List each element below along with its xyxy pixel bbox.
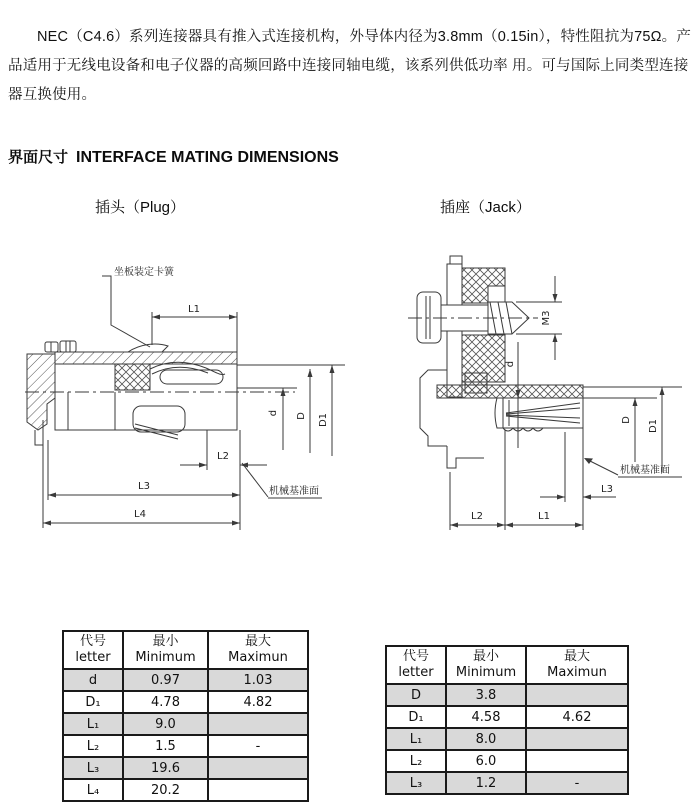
cell-min: 0.97 — [123, 669, 208, 691]
header-letter: 代号 letter — [386, 646, 446, 684]
jack-dim-D1: D1 — [648, 418, 659, 434]
jack-dim-M3: M3 — [541, 310, 552, 326]
cell-max — [208, 779, 308, 801]
cell-min: 4.58 — [446, 706, 526, 728]
cell-max — [208, 757, 308, 779]
plug-dim-D: D — [296, 412, 307, 420]
cell-max — [526, 750, 628, 772]
jack-dim-L3: L3 — [601, 484, 613, 495]
header-maximum: 最大 Maximun — [208, 631, 308, 669]
cell-letter: L₃ — [386, 772, 446, 794]
plug-datum-label: 机械基准面 — [269, 486, 319, 497]
cell-max — [208, 713, 308, 735]
jack-dimensions-table — [385, 645, 629, 795]
cell-letter: L₂ — [386, 750, 446, 772]
jack-technical-drawing — [400, 230, 700, 542]
header-maximum: 最大 Maximun — [526, 646, 628, 684]
cell-letter: L₃ — [63, 757, 123, 779]
table-row — [386, 728, 628, 750]
table-row — [386, 706, 628, 728]
cell-max: 1.03 — [208, 669, 308, 691]
section-heading — [8, 146, 339, 167]
section-heading-zh: 界面尺寸 — [8, 149, 69, 166]
cell-letter: L₁ — [63, 713, 123, 735]
table-row — [386, 750, 628, 772]
cell-min: 3.8 — [446, 684, 526, 706]
header-minimum: 最小 Minimum — [446, 646, 526, 684]
cell-letter: L₂ — [63, 735, 123, 757]
table-row — [386, 684, 628, 706]
plug-dim-D1: D1 — [318, 412, 329, 428]
plug-dimensions-table — [62, 630, 309, 802]
cell-letter: D₁ — [63, 691, 123, 713]
plug-dim-L1: L1 — [188, 304, 200, 315]
jack-dim-L1: L1 — [538, 511, 550, 522]
cell-letter: D₁ — [386, 706, 446, 728]
plug-dim-L2: L2 — [217, 451, 229, 462]
table-header-row — [63, 631, 308, 669]
header-minimum: 最小 Minimum — [123, 631, 208, 669]
jack-subtitle: 插座（Jack） — [440, 199, 531, 216]
cell-min: 19.6 — [123, 757, 208, 779]
cell-max — [526, 684, 628, 706]
header-letter: 代号 letter — [63, 631, 123, 669]
cell-min: 1.2 — [446, 772, 526, 794]
cell-min: 9.0 — [123, 713, 208, 735]
jack-datum-label: 机械基准面 — [620, 465, 670, 476]
cell-min: 6.0 — [446, 750, 526, 772]
cell-letter: L₁ — [386, 728, 446, 750]
table-row — [63, 669, 308, 691]
jack-dim-d: d — [505, 360, 516, 368]
cell-max: 4.62 — [526, 706, 628, 728]
jack-dim-D: D — [621, 416, 632, 424]
cell-max: - — [526, 772, 628, 794]
cell-min: 8.0 — [446, 728, 526, 750]
table-row — [386, 772, 628, 794]
plug-callout-label: 坐板装定卡簧 — [114, 267, 174, 278]
cell-max: - — [208, 735, 308, 757]
table-header-row — [386, 646, 628, 684]
cell-letter: D — [386, 684, 446, 706]
plug-subtitle: 插头（Plug） — [95, 199, 186, 216]
section-heading-en: INTERFACE MATING DIMENSIONS — [76, 149, 339, 166]
cell-min: 1.5 — [123, 735, 208, 757]
plug-dim-L4: L4 — [134, 509, 146, 520]
plug-dim-L3: L3 — [138, 481, 150, 492]
plug-technical-drawing — [10, 248, 355, 540]
cell-letter: L₄ — [63, 779, 123, 801]
table-row — [63, 713, 308, 735]
table-row — [63, 735, 308, 757]
plug-callout-leader — [102, 276, 150, 347]
table-row — [63, 779, 308, 801]
cell-max: 4.82 — [208, 691, 308, 713]
cell-max — [526, 728, 628, 750]
table-row — [63, 691, 308, 713]
intro-paragraph: NEC（C4.6）系列连接器具有推入式连接机构，外导体内径为3.8mm（0.15in），特性阻抗为75Ω。产品适用于无线电设备和电子仪器的高频回路中连接同轴电缆，该系列供低功率 用。可与国际上同类型连接器互换使用。 — [8, 28, 692, 103]
cell-letter: d — [63, 669, 123, 691]
table-row — [63, 757, 308, 779]
jack-dim-L2: L2 — [471, 511, 483, 522]
cell-min: 4.78 — [123, 691, 208, 713]
cell-min: 20.2 — [123, 779, 208, 801]
plug-dim-d: d — [268, 409, 279, 417]
